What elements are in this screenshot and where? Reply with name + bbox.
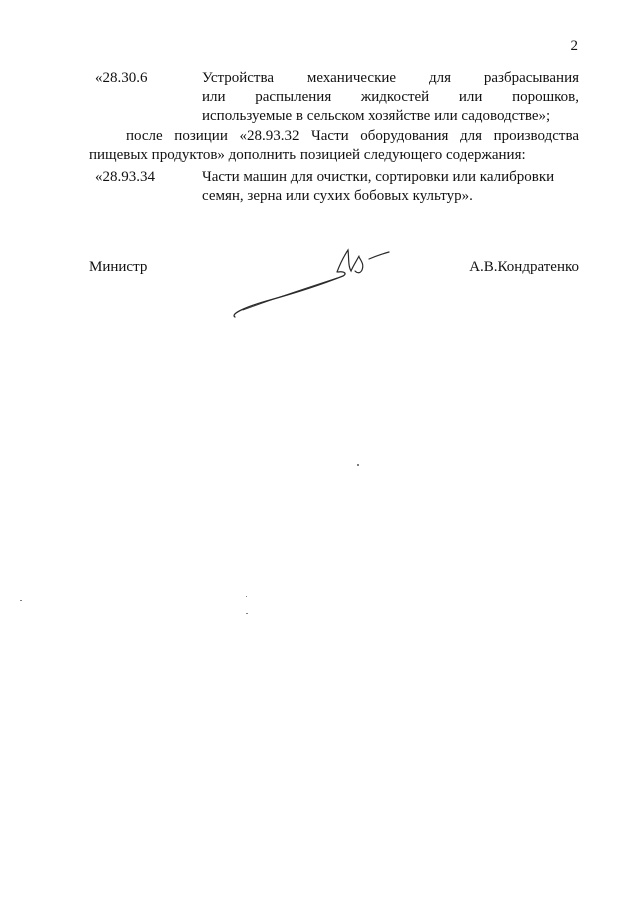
page-number: 2 <box>570 38 578 54</box>
entry-line: семян, зерна или сухих бобовых культур». <box>202 188 473 204</box>
word: Устройства <box>202 70 274 86</box>
word: для <box>428 70 451 86</box>
entry-line <box>202 69 579 88</box>
entry-line <box>202 88 579 107</box>
scan-speck <box>357 464 359 466</box>
entry-code: «28.93.34 <box>95 169 155 185</box>
entry-line: используемые в сельском хозяйстве или садоводстве»; <box>202 108 551 124</box>
entry-description <box>202 69 579 126</box>
entry-line: Части машин для очистки, сортировки или калибровки <box>202 169 555 185</box>
instruction-line: после позиции «28.93.32 Части оборудования для производства <box>126 128 579 144</box>
word: или <box>458 89 483 105</box>
signer-title: Министр <box>89 259 148 275</box>
word: механические <box>306 70 397 86</box>
handwritten-signature-icon <box>225 240 400 325</box>
signer-name: А.В.Кондратенко <box>469 259 579 275</box>
instruction-paragraph <box>89 127 579 165</box>
scan-speck <box>20 600 22 601</box>
word: разбрасывания <box>483 70 579 86</box>
entry-code: «28.30.6 <box>95 70 148 86</box>
word: или <box>202 89 226 105</box>
entry-description <box>202 168 579 206</box>
word: распыления <box>255 89 332 105</box>
scan-speck <box>246 596 247 597</box>
scan-speck <box>246 613 248 614</box>
word: порошков, <box>512 89 580 105</box>
instruction-line: пищевых продуктов» дополнить позицией следующего содержания: <box>89 147 526 163</box>
word: жидкостей <box>360 89 430 105</box>
